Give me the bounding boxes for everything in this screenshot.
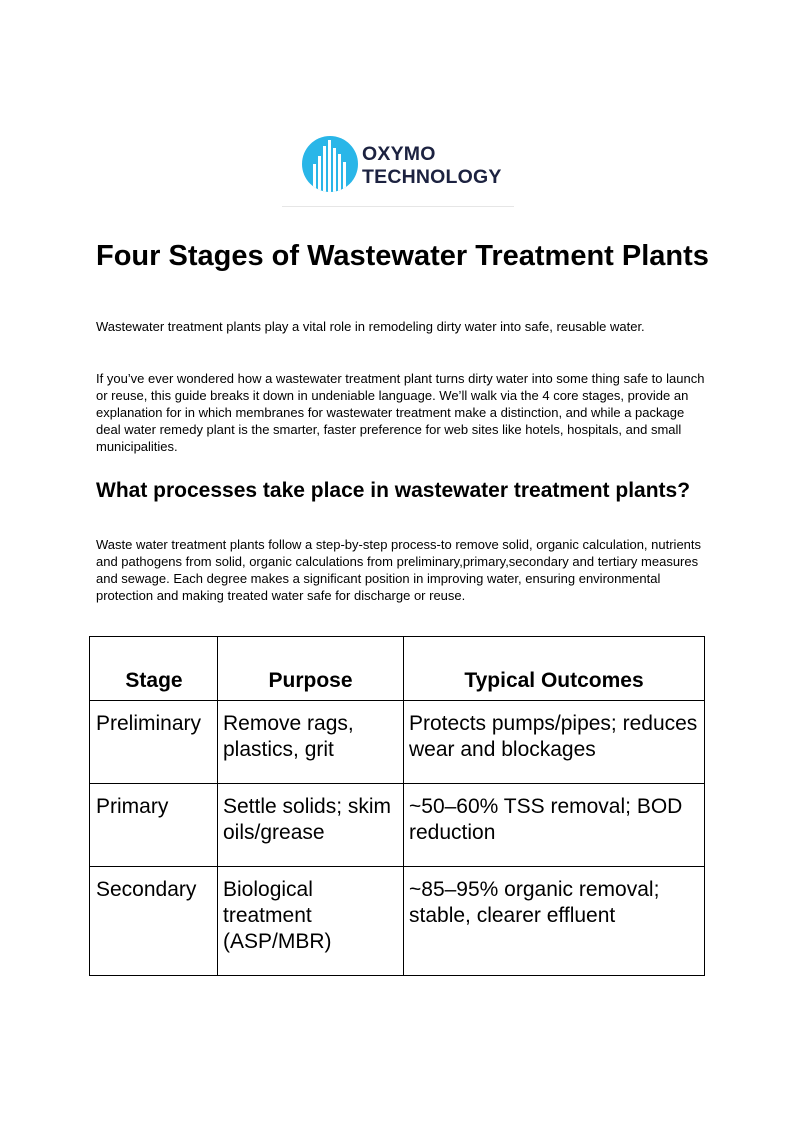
table-row <box>90 867 705 976</box>
table-row <box>90 701 705 784</box>
cell-outcome: ~50–60% TSS removal; BOD reduction <box>404 784 705 867</box>
cell-outcome: Protects pumps/pipes; reduces wear and blockages <box>404 701 705 784</box>
table-header-row <box>90 637 705 701</box>
building-skyline-icon <box>300 134 360 194</box>
stages-table <box>89 636 705 976</box>
header-stage: Stage <box>90 637 218 701</box>
table-row <box>90 784 705 867</box>
cell-stage: Preliminary <box>90 701 218 784</box>
header-outcomes: Typical Outcomes <box>404 637 705 701</box>
page-title: Four Stages of Wastewater Treatment Plants <box>96 240 709 272</box>
logo-line-2: TECHNOLOGY <box>362 166 502 188</box>
cell-purpose: Settle solids; skim oils/grease <box>218 784 404 867</box>
guide-paragraph: If you’ve ever wondered how a wastewater treatment plant turns dirty water into some thing safe to launch or reuse, this guide breaks it down in undeniable language. We’ll walk via the 4 core stages, provide an explanation for in which membranes for wastewater treatment make a distinction, and while a package deal water remedy plant is the smarter, faster preference for web sites like hotels, hospitals, and small municipalities. <box>96 371 705 454</box>
cell-stage: Secondary <box>90 867 218 976</box>
section-heading: What processes take place in wastewater treatment plants? <box>96 479 691 502</box>
cell-purpose: Biological treatment (ASP/MBR) <box>218 867 404 976</box>
company-logo <box>282 128 514 207</box>
intro-paragraph: Wastewater treatment plants play a vital role in remodeling dirty water into safe, reusable water. <box>96 319 645 334</box>
cell-stage: Primary <box>90 784 218 867</box>
cell-purpose: Remove rags, plastics, grit <box>218 701 404 784</box>
header-purpose: Purpose <box>218 637 404 701</box>
cell-outcome: ~85–95% organic removal; stable, clearer effluent <box>404 867 705 976</box>
logo-line-1: OXYMO <box>362 143 436 165</box>
section-paragraph: Waste water treatment plants follow a step-by-step process-to remove solid, organic calculation, nutrients and pathogens from solid, organic calculations from preliminary,primary,secondary and tertiary measures and sewage. Each degree makes a significant position in improving water, ensuring environmental protection and making treated water safe for discharge or reuse. <box>96 537 702 603</box>
logo-wordmark <box>362 143 502 189</box>
